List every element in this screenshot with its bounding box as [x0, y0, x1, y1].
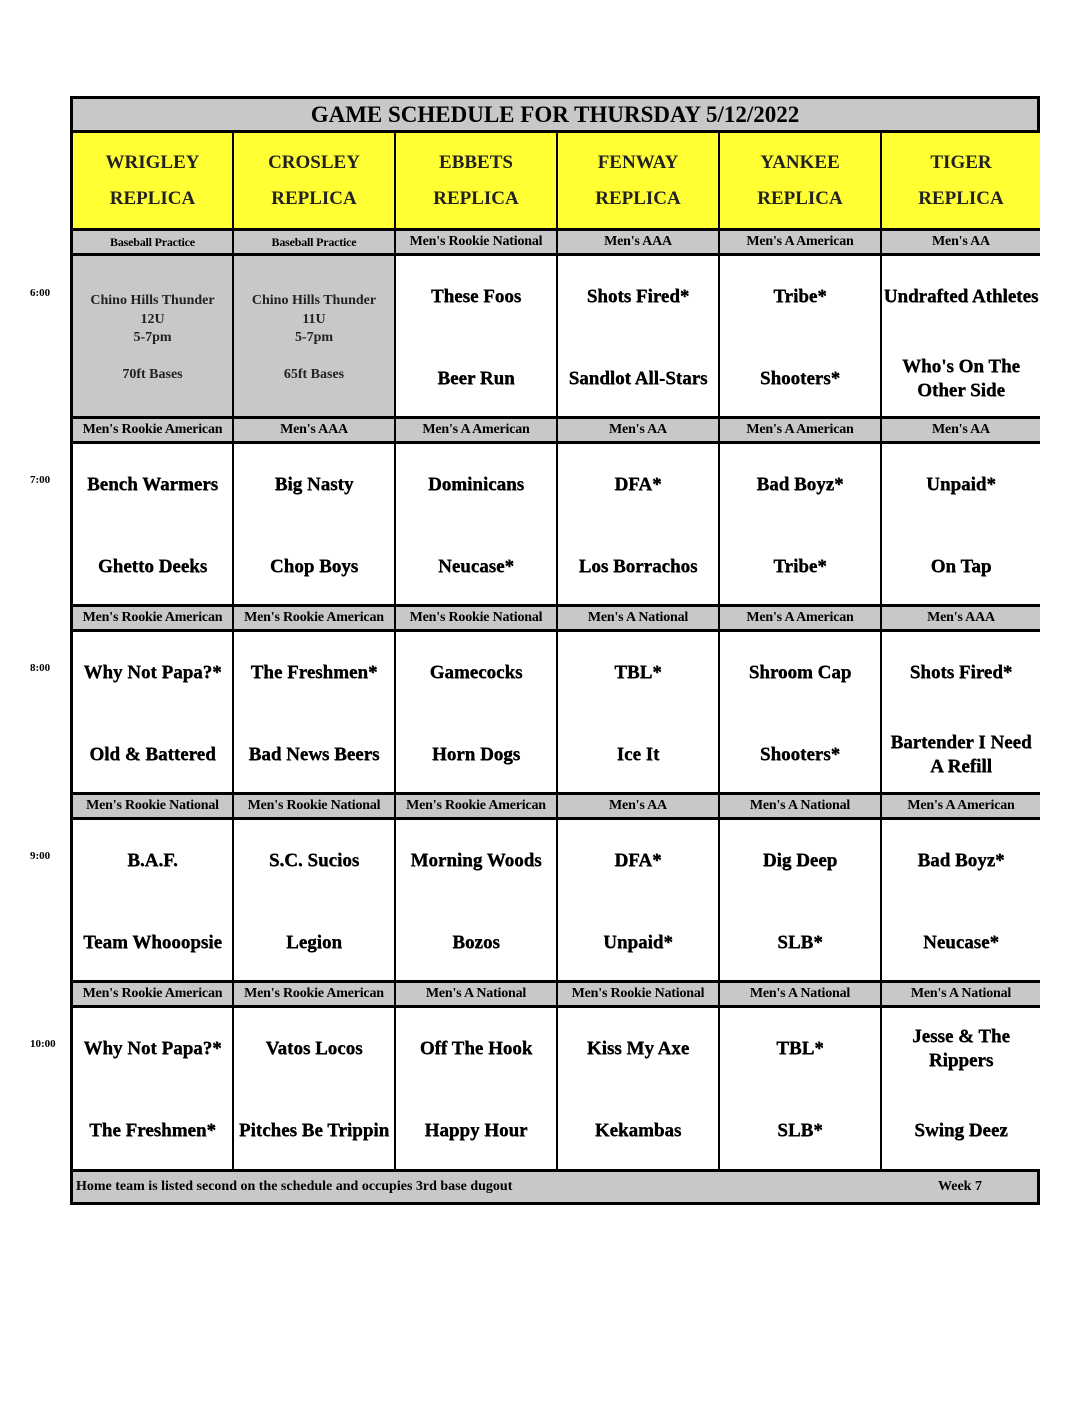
home-team: Shooters* [759, 744, 841, 765]
away-team: DFA* [614, 850, 662, 871]
game-cell [882, 1008, 1040, 1169]
away-team: Vatos Locos [265, 1038, 363, 1059]
division-label: Men's AA [558, 419, 720, 441]
field-subtitle: REPLICA [433, 187, 519, 209]
division-label: Men's Rookie American [73, 607, 234, 629]
game-cell [73, 632, 234, 792]
division-label: Men's A American [720, 607, 882, 629]
game-cell [558, 444, 720, 604]
division-label: Men's A American [720, 419, 882, 441]
field-subtitle: REPLICA [757, 187, 843, 209]
practice-line: 12U [140, 311, 165, 327]
field-name: WRIGLEY [105, 151, 200, 173]
division-label: Men's AAA [234, 419, 396, 441]
game-cell [396, 444, 558, 604]
time-label: 10:00 [30, 1038, 56, 1050]
home-team: Sandlot All-Stars [568, 368, 708, 389]
game-cell [396, 820, 558, 980]
division-label: Men's A National [558, 607, 720, 629]
game-cell [73, 820, 234, 980]
away-team: DFA* [614, 474, 662, 495]
footer-note: Home team is listed second on the schedule and occupies 3rd base dugout [76, 1179, 513, 1194]
division-label: Men's AAA [882, 607, 1040, 629]
field-header-crosley [234, 133, 396, 228]
away-team: Tribe* [773, 286, 827, 307]
home-team: Horn Dogs [431, 744, 521, 765]
game-cell [73, 444, 234, 604]
practice-line: 5-7pm [133, 330, 172, 345]
away-team: Undrafted Athletes [883, 286, 1039, 307]
division-label: Men's AA [882, 419, 1040, 441]
division-label: Baseball Practice [234, 231, 396, 253]
away-team: Why Not Papa?* [83, 662, 222, 683]
away-team: TBL* [776, 1038, 824, 1059]
division-label: Men's Rookie National [558, 983, 720, 1005]
game-cell [882, 632, 1040, 792]
game-cell [558, 256, 720, 416]
away-team: Big Nasty [274, 474, 354, 495]
division-label: Men's Rookie National [396, 231, 558, 253]
field-name: EBBETS [439, 151, 513, 173]
practice-cell [73, 256, 234, 416]
home-team: Tribe* [773, 556, 827, 577]
home-team: Old & Battered [89, 744, 216, 765]
practice-bases: 65ft Bases [283, 366, 345, 382]
home-team: SLB* [777, 932, 823, 953]
away-team: Bench Warmers [86, 474, 219, 495]
away-team: Bad Boyz* [917, 850, 1005, 871]
home-team: Bartender I Need A Refill [890, 732, 1032, 777]
home-team: Beer Run [437, 368, 515, 389]
practice-info [73, 292, 232, 384]
game-row [73, 632, 1037, 795]
away-team: Dig Deep [762, 850, 838, 871]
field-name: CROSLEY [268, 151, 360, 173]
game-cell [396, 632, 558, 792]
game-cell [720, 444, 882, 604]
home-team: SLB* [777, 1120, 823, 1141]
away-team: Bad Boyz* [756, 474, 844, 495]
practice-line: Chino Hills Thunder [90, 293, 215, 308]
home-team: Bozos [452, 932, 500, 953]
home-team: The Freshmen* [89, 1120, 216, 1141]
home-team: Shooters* [759, 368, 841, 389]
division-label: Men's A National [396, 983, 558, 1005]
field-header-row [73, 133, 1037, 231]
game-cell [720, 1008, 882, 1169]
away-team: Shroom Cap [748, 662, 852, 683]
division-label: Baseball Practice [73, 231, 234, 253]
division-label: Men's Rookie National [396, 607, 558, 629]
game-cell [882, 256, 1040, 416]
game-cell [396, 1008, 558, 1169]
away-team: S.C. Sucios [268, 850, 360, 871]
practice-cell [234, 256, 396, 416]
field-header-fenway [558, 133, 720, 228]
division-row [73, 795, 1037, 820]
game-cell [234, 444, 396, 604]
away-team: TBL* [614, 662, 662, 683]
practice-line: 11U [302, 311, 326, 327]
game-cell [73, 1008, 234, 1169]
game-cell [234, 1008, 396, 1169]
home-team: Ghetto Deeks [97, 556, 208, 577]
home-team: Neucase* [438, 556, 514, 577]
away-team: Morning Woods [410, 850, 542, 871]
field-header-yankee [720, 133, 882, 228]
game-cell [720, 256, 882, 416]
game-cell [882, 820, 1040, 980]
home-team: Ice It [616, 744, 660, 765]
field-header-ebbets [396, 133, 558, 228]
game-cell [558, 1008, 720, 1169]
field-subtitle: REPLICA [918, 187, 1004, 209]
practice-info [234, 292, 394, 384]
schedule-table [70, 96, 1040, 1205]
division-label: Men's A National [720, 983, 882, 1005]
away-team: Gamecocks [429, 662, 523, 683]
game-row [73, 444, 1037, 607]
away-team: Kiss My Axe [586, 1038, 690, 1059]
home-team: Who's On The Other Side [902, 356, 1020, 401]
footer [73, 1172, 1037, 1202]
away-team: Shots Fired* [586, 286, 690, 307]
division-label: Men's AA [558, 795, 720, 817]
game-cell [234, 632, 396, 792]
division-label: Men's A American [882, 795, 1040, 817]
practice-line: Chino Hills Thunder [251, 293, 377, 308]
division-label: Men's A National [720, 795, 882, 817]
game-cell [720, 632, 882, 792]
home-team: Neucase* [923, 932, 999, 953]
practice-line: 5-7pm [294, 330, 334, 345]
division-label: Men's A American [720, 231, 882, 253]
field-header-wrigley [73, 133, 234, 228]
division-label: Men's Rookie American [73, 983, 234, 1005]
field-name: TIGER [930, 151, 992, 173]
away-team: Shots Fired* [909, 662, 1013, 683]
field-name: YANKEE [760, 151, 840, 173]
home-team: Legion [286, 932, 342, 953]
away-team: Dominicans [427, 474, 525, 495]
division-label: Men's AAA [558, 231, 720, 253]
division-label: Men's AA [882, 231, 1040, 253]
division-label: Men's Rookie American [73, 419, 234, 441]
game-cell [882, 444, 1040, 604]
division-row [73, 419, 1037, 444]
field-subtitle: REPLICA [109, 187, 196, 209]
division-row [73, 607, 1037, 632]
division-row [73, 231, 1037, 256]
time-label: 8:00 [30, 662, 51, 674]
away-team: Why Not Papa?* [83, 1038, 222, 1059]
schedule-title: GAME SCHEDULE FOR THURSDAY 5/12/2022 [73, 99, 1037, 133]
game-cell [558, 820, 720, 980]
home-team: Los Borrachos [578, 556, 698, 577]
away-team: Unpaid* [926, 474, 996, 495]
division-label: Men's Rookie American [234, 607, 396, 629]
home-team: Swing Deez [914, 1120, 1008, 1141]
footer-week: Week 7 [938, 1179, 982, 1194]
time-label: 7:00 [30, 474, 51, 486]
home-team: Happy Hour [424, 1120, 528, 1141]
away-team: These Foos [430, 286, 522, 307]
game-cell [720, 820, 882, 980]
home-team: Pitches Be Trippin [238, 1120, 390, 1141]
away-team: Off The Hook [419, 1038, 533, 1059]
game-cell [234, 820, 396, 980]
field-subtitle: REPLICA [595, 187, 681, 209]
game-row [73, 256, 1037, 419]
game-row [73, 1008, 1037, 1172]
home-team: Team Whooopsie [83, 932, 222, 953]
away-team: B.A.F. [127, 850, 178, 871]
schedule-body [73, 231, 1037, 1172]
time-label: 6:00 [30, 287, 51, 299]
division-row [73, 983, 1037, 1008]
home-team: Kekambas [594, 1120, 682, 1141]
away-team: The Freshmen* [250, 662, 378, 683]
practice-bases: 70ft Bases [122, 366, 183, 382]
division-label: Men's Rookie National [73, 795, 234, 817]
away-team: Jesse & The Rippers [912, 1026, 1010, 1071]
home-team: Chop Boys [269, 556, 359, 577]
game-row [73, 820, 1037, 983]
division-label: Men's A American [396, 419, 558, 441]
field-header-tiger [882, 133, 1040, 228]
division-label: Men's Rookie American [234, 983, 396, 1005]
game-cell [558, 632, 720, 792]
division-label: Men's A National [882, 983, 1040, 1005]
division-label: Men's Rookie American [396, 795, 558, 817]
field-name: FENWAY [597, 151, 679, 173]
home-team: Bad News Beers [248, 744, 380, 765]
time-label: 9:00 [30, 850, 51, 862]
game-cell [396, 256, 558, 416]
field-subtitle: REPLICA [271, 187, 357, 209]
home-team: On Tap [930, 556, 992, 577]
home-team: Unpaid* [603, 932, 673, 953]
division-label: Men's Rookie National [234, 795, 396, 817]
